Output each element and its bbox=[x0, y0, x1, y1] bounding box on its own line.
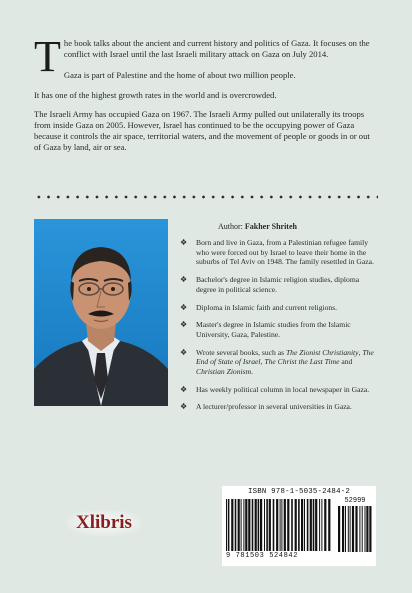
barcode-bar bbox=[301, 499, 303, 551]
barcode-bars bbox=[226, 499, 332, 551]
barcode-bar bbox=[260, 499, 262, 551]
barcode-bar bbox=[304, 499, 305, 551]
barcode-bar bbox=[235, 499, 237, 551]
list-item: ❖ Has weekly political column in local newspaper in Gaza. bbox=[180, 384, 370, 394]
barcode-bar bbox=[231, 499, 233, 551]
author-bio-list bbox=[180, 238, 380, 420]
barcode-bar bbox=[324, 499, 326, 551]
list-item: ❖ Born and live in Gaza, from a Palestinian refugee family who were forced out by Israel to leave their home in the suburbs of Tel Aviv on 1948. The family resettled in Gaza. bbox=[180, 238, 374, 267]
bullet-star-icon: ❖ bbox=[180, 347, 188, 357]
barcode-price-code: 52999 bbox=[344, 497, 366, 505]
barcode-bar bbox=[266, 499, 268, 551]
publisher-logo: Xlibris bbox=[66, 510, 142, 536]
author-photo bbox=[34, 219, 168, 406]
barcode-bar bbox=[350, 506, 351, 552]
book-title: The Christ the Last Time bbox=[264, 357, 340, 367]
description-paragraph-4: The Israeli Army has occupied Gaza on 1967. The Israeli Army pulled out unilaterally its troops from inside Gaza on 2005. However, Israel has continued to be the occupying power of Gaza because it controls the air space, territorial waters, and the movement of people or goods in or out of Gaza by land, air or sea. bbox=[34, 108, 370, 153]
bullet-star-icon: ❖ bbox=[180, 238, 188, 247]
barcode-extension-bars bbox=[338, 506, 372, 552]
bullet-star-icon: ❖ bbox=[180, 402, 188, 412]
barcode-bar bbox=[291, 499, 293, 551]
barcode-bar bbox=[255, 499, 257, 551]
author-name: Fakher Shriteh bbox=[244, 222, 297, 231]
barcode-bar bbox=[287, 499, 289, 551]
barcode-bar bbox=[243, 499, 244, 551]
barcode-bar bbox=[252, 499, 254, 551]
barcode-bar bbox=[369, 506, 371, 552]
barcode-digits: 9 781503 524842 bbox=[226, 552, 299, 560]
bullet-star-icon: ❖ bbox=[180, 275, 188, 285]
dotted-divider bbox=[34, 195, 378, 199]
barcode-bar bbox=[310, 499, 312, 551]
barcode-bar bbox=[319, 499, 320, 551]
barcode-bar bbox=[348, 506, 349, 552]
barcode-bar bbox=[355, 506, 357, 552]
author-label: Author: bbox=[218, 222, 243, 231]
book-title: The Zionist Christianity bbox=[285, 347, 359, 357]
drop-cap: T bbox=[34, 32, 61, 81]
barcode-bar bbox=[352, 506, 354, 552]
barcode-bar bbox=[365, 506, 366, 552]
description-paragraph-1: The book talks about the ancient and current history and politics of Gaza. It focuses on the conflict with Israel until the last Israeli military attack on Gaza on July 2014. bbox=[34, 32, 370, 81]
list-item: ❖ Master's degree in Islamic studies from the Islamic University, Gaza, Palestine. bbox=[180, 320, 351, 339]
barcode-bar bbox=[315, 499, 317, 551]
barcode-bar bbox=[295, 499, 297, 551]
barcode-bar bbox=[366, 506, 368, 552]
description-paragraph-3: It has one of the highest growth rates in the world and is overcrowded. bbox=[34, 89, 277, 100]
barcode-bar bbox=[258, 499, 260, 551]
barcode-bar bbox=[264, 499, 265, 551]
bullet-star-icon: ❖ bbox=[180, 384, 188, 394]
book-title: The End of State of Israel bbox=[196, 347, 374, 367]
barcode-bar bbox=[276, 499, 278, 551]
barcode-bar bbox=[345, 506, 346, 552]
barcode-bar bbox=[284, 499, 286, 551]
author-credit bbox=[218, 222, 297, 231]
barcode-bar bbox=[238, 499, 240, 551]
description-paragraph-2: Gaza is part of Palestine and the home of about two million people. bbox=[63, 70, 296, 81]
barcode-bar bbox=[241, 499, 242, 551]
barcode-bar bbox=[281, 499, 282, 551]
list-item: ❖ A lecturer/professor in several universities in Gaza. bbox=[180, 402, 352, 412]
barcode-bar bbox=[342, 506, 344, 552]
list-item: ❖ Diploma in Islamic faith and current religions. bbox=[180, 302, 338, 312]
list-item: ❖ Bachelor's degree in Islamic religion studies, diploma degree in political science. bbox=[180, 275, 360, 294]
bullet-star-icon: ❖ bbox=[180, 320, 188, 330]
list-item: ❖ Wrote several books, such as The Zionist Christianity, The End of State of Israel, The Christ the Last Time and Christian Zionism. bbox=[180, 347, 374, 377]
barcode-bar bbox=[226, 499, 227, 551]
barcode-bar bbox=[280, 499, 281, 551]
barcode-bar bbox=[362, 506, 363, 552]
barcode-bar bbox=[328, 499, 330, 551]
barcode-bar bbox=[307, 499, 309, 551]
barcode-bar bbox=[228, 499, 230, 551]
barcode-bar bbox=[359, 506, 360, 552]
author-portrait-illustration bbox=[34, 219, 168, 406]
barcode-bar bbox=[269, 499, 271, 551]
book-description bbox=[34, 32, 378, 162]
book-title: Christian Zionism bbox=[196, 367, 252, 377]
bullet-star-icon: ❖ bbox=[180, 302, 188, 312]
barcode-bar bbox=[273, 499, 275, 551]
barcode-bar bbox=[338, 506, 340, 552]
barcode-bar bbox=[313, 499, 315, 551]
barcode-bar bbox=[248, 499, 250, 551]
isbn-number: ISBN 978-1-5035-2484-2 bbox=[248, 488, 350, 496]
isbn-barcode bbox=[222, 486, 376, 566]
barcode-bar bbox=[298, 499, 300, 551]
barcode-bar bbox=[245, 499, 247, 551]
barcode-bar bbox=[321, 499, 322, 551]
